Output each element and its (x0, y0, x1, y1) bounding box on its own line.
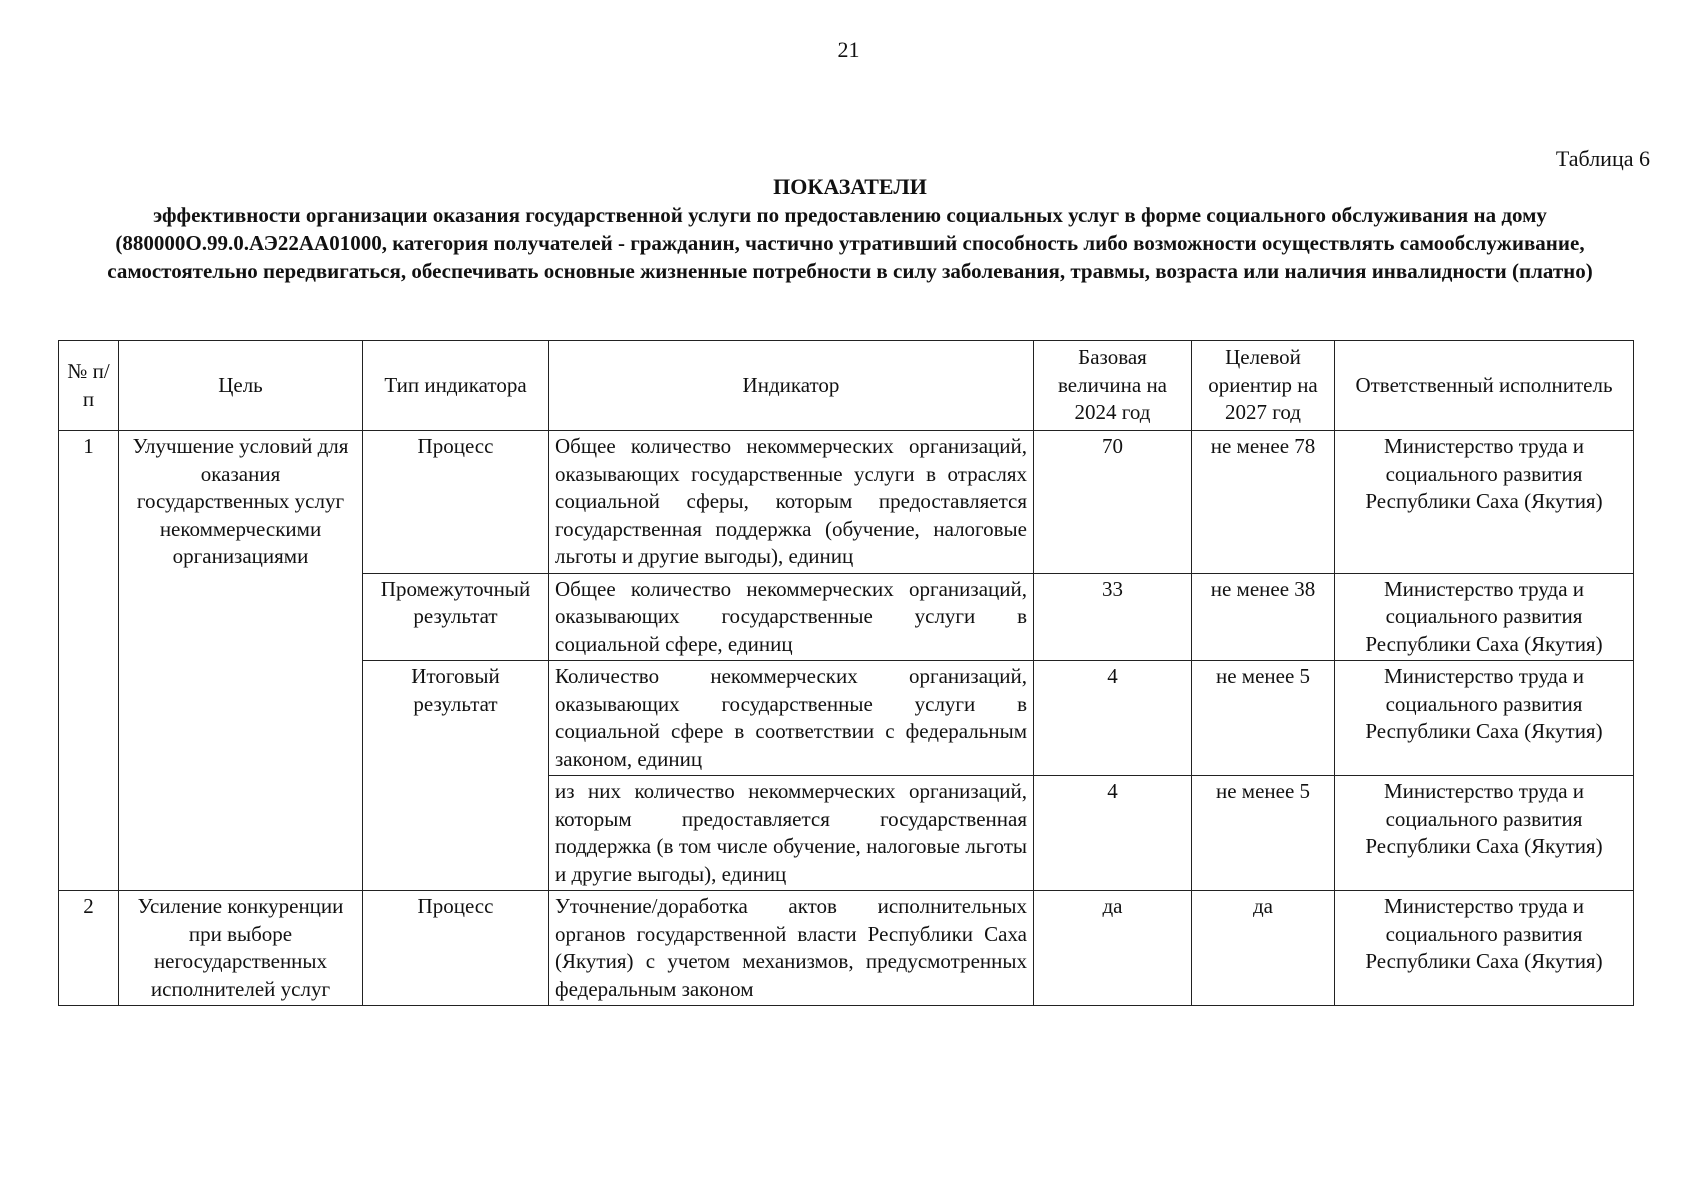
header-goal: Цель (119, 341, 363, 431)
row-responsible: Министерство труда и социального развития Республики Саха (Якутия) (1335, 573, 1634, 661)
row-goal: Усиление конкуренции при выборе негосударственных исполнителей услуг (119, 891, 363, 1006)
row-base-value: 33 (1034, 573, 1192, 661)
row-type: Итоговый результат (363, 661, 549, 891)
row-type: Промежуточный результат (363, 573, 549, 661)
header-target: Целевой ориентир на 2027 год (1192, 341, 1335, 431)
row-responsible: Министерство труда и социального развития Республики Саха (Якутия) (1335, 661, 1634, 776)
row-goal: Улучшение условий для оказания государственных услуг некоммерческими организациями (119, 431, 363, 891)
indicators-table (58, 340, 1634, 1006)
row-base-value: да (1034, 891, 1192, 1006)
header-num: № п/п (59, 341, 119, 431)
row-responsible: Министерство труда и социального развития Республики Саха (Якутия) (1335, 891, 1634, 1006)
row-base-value: 4 (1034, 776, 1192, 891)
row-indicator: из них количество некоммерческих организаций, которым предоставляется государственная поддержка (в том числе обучение, налоговые льготы и другие выгоды), единиц (549, 776, 1034, 891)
row-base-value: 4 (1034, 661, 1192, 776)
table-header-row (59, 341, 1634, 431)
row-target-value: не менее 5 (1192, 661, 1335, 776)
table-label: Таблица 6 (1555, 146, 1650, 171)
row-responsible: Министерство труда и социального развития Республики Саха (Якутия) (1335, 776, 1634, 891)
row-indicator: Уточнение/доработка актов исполнительных органов государственной власти Республики Саха (Якутия) с учетом механизмов, предусмотренных федеральным законом (549, 891, 1034, 1006)
row-base-value: 70 (1034, 431, 1192, 574)
header-responsible: Ответственный исполнитель (1335, 341, 1634, 431)
heading-title: ПОКАЗАТЕЛИ (773, 174, 927, 199)
row-indicator: Общее количество некоммерческих организаций, оказывающих государственные услуги в отраслях социальной сферы, которым предоставляется государственная поддержка (обучение, налоговые льготы и другие выгоды), единиц (549, 431, 1034, 574)
table-row (59, 891, 1634, 1006)
header-indicator: Индикатор (549, 341, 1034, 431)
page-number: 21 (837, 37, 860, 62)
row-type: Процесс (363, 891, 549, 1006)
table-row (59, 431, 1634, 574)
row-num: 2 (59, 891, 119, 1006)
row-num: 1 (59, 431, 119, 891)
row-target-value: не менее 78 (1192, 431, 1335, 574)
row-indicator: Общее количество некоммерческих организаций, оказывающих государственные услуги в социальной сфере, единиц (549, 573, 1034, 661)
row-target-value: да (1192, 891, 1335, 1006)
header-type: Тип индикатора (363, 341, 549, 431)
row-responsible: Министерство труда и социального развития Республики Саха (Якутия) (1335, 431, 1634, 574)
row-target-value: не менее 38 (1192, 573, 1335, 661)
header-base: Базовая величина на 2024 год (1034, 341, 1192, 431)
row-target-value: не менее 5 (1192, 776, 1335, 891)
heading-subtitle: эффективности организации оказания государственной услуги по предоставлению социальных услуг в форме социального обслуживания на дому (880000О.99.0.АЭ22АА01000, категория получателей - гражданин, частично утративший способность либо возможности осуществлять самообслуживание, самостоятельно передвигаться, обеспечивать основные жизненные потребности в силу заболевания, травмы, возраста или наличия инвалидности (платно) (107, 203, 1593, 283)
document-heading (55, 173, 1645, 285)
row-indicator: Количество некоммерческих организаций, оказывающих государственные услуги в социальной сфере в соответствии с федеральным законом, единиц (549, 661, 1034, 776)
row-type: Процесс (363, 431, 549, 574)
